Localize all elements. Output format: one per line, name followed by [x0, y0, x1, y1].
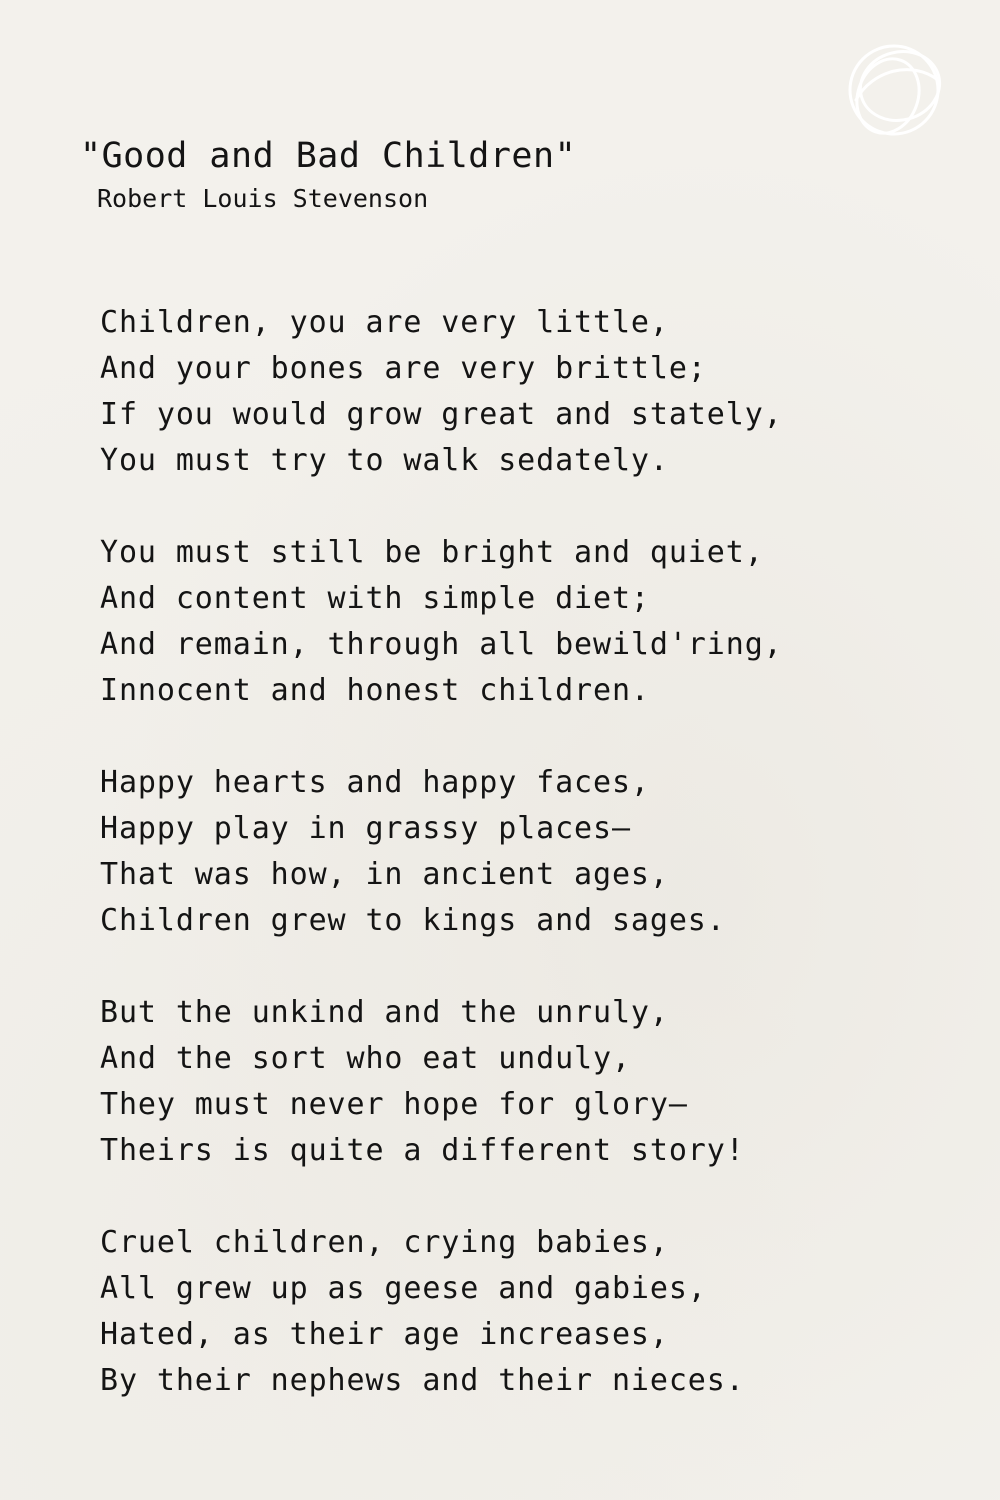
poem-title: "Good and Bad Children" — [80, 136, 577, 176]
poem-line: If you would grow great and stately, — [100, 397, 783, 432]
stanza-5 — [100, 1220, 783, 1404]
stanza-3 — [100, 760, 783, 944]
poem-line: They must never hope for glory— — [100, 1087, 688, 1122]
poem-line: That was how, in ancient ages, — [100, 857, 669, 892]
poem-line: Children grew to kings and sages. — [100, 903, 726, 938]
poem-author: Robert Louis Stevenson — [97, 184, 429, 213]
poem-line: Theirs is quite a different story! — [100, 1133, 745, 1168]
poem-line: And the sort who eat unduly, — [100, 1041, 631, 1076]
stanza-1 — [100, 300, 783, 484]
stanza-2 — [100, 530, 783, 714]
stanza-4 — [100, 990, 783, 1174]
poem-line: By their nephews and their nieces. — [100, 1363, 745, 1398]
poem-line: Happy hearts and happy faces, — [100, 765, 650, 800]
poem-line: Children, you are very little, — [100, 305, 669, 340]
poem-line: Happy play in grassy places— — [100, 811, 631, 846]
poem-line: Cruel children, crying babies, — [100, 1225, 669, 1260]
poem-line: You must try to walk sedately. — [100, 443, 669, 478]
poem-line: Innocent and honest children. — [100, 673, 650, 708]
poem-body — [100, 300, 783, 1450]
poem-line: You must still be bright and quiet, — [100, 535, 764, 570]
poem-line: Hated, as their age increases, — [100, 1317, 669, 1352]
poem-line: And content with simple diet; — [100, 581, 650, 616]
poem-line: And remain, through all bewild'ring, — [100, 627, 783, 662]
circles-logo-icon — [842, 40, 950, 140]
poem-line: And your bones are very brittle; — [100, 351, 707, 386]
poem-line: All grew up as geese and gabies, — [100, 1271, 707, 1306]
poem-line: But the unkind and the unruly, — [100, 995, 669, 1030]
